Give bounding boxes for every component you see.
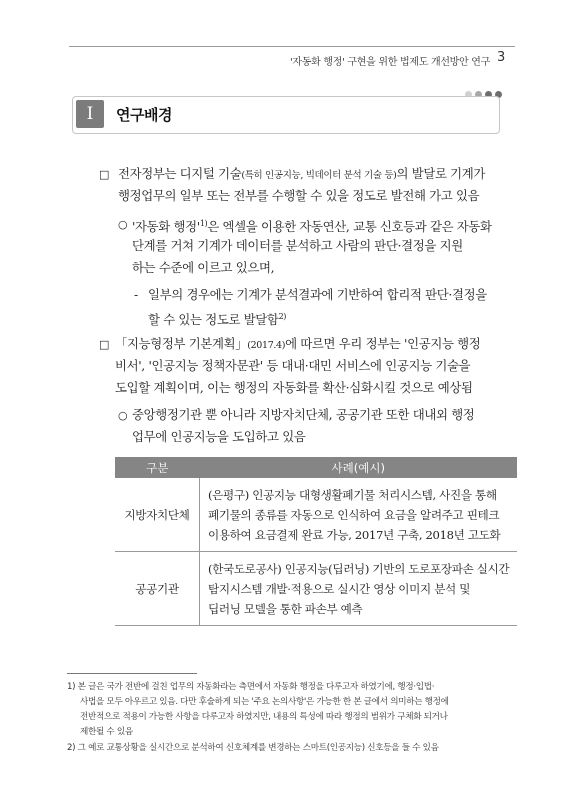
table-cell-category: 지방자치단체 <box>115 478 200 552</box>
footnote-line: 1) 본 글은 국가 전반에 걸친 업무의 자동화라는 측면에서 자동화 행정을 다루고자 하였기에, 행정·입법· <box>67 682 435 692</box>
paragraph-line: 할 수 있는 정도로 발달함$^{2)}$ <box>148 312 287 328</box>
circle-bullet-icon: ○ <box>118 218 128 231</box>
running-title: '자동화 행정' 구현을 위한 법제도 개선방안 연구 <box>289 57 490 68</box>
table-header-row <box>115 457 517 478</box>
paragraph-line: 행정업무의 일부 또는 전부를 수행할 수 있을 정도로 발전해 가고 있음 <box>118 188 480 203</box>
footnote-line: 사법을 모두 아우르고 있음. 다만 후술하게 되는 '주요 논의사항'은 가능한 한 본 글에서 의미하는 행정에 <box>80 697 449 707</box>
paragraph-line: 도입할 계획이며, 이는 행정의 자동화를 확산·심화시킬 것으로 예상됨 <box>115 380 473 395</box>
paragraph-line: 업무에 인공지능을 도입하고 있음 <box>132 429 306 444</box>
paragraph-line: 중앙행정기관 뿐 아니라 지방자치단체, 공공기관 또한 대내외 행정 <box>132 407 475 422</box>
table-header-category: 구분 <box>115 457 200 478</box>
paragraph-line: 「지능형정부 기본계획」(2017.4)에 따르면 우리 정부는 '인공지능 행정 <box>115 336 481 351</box>
paragraph-line: 일부의 경우에는 기계가 분석결과에 기반하여 합리적 판단·결정을 <box>148 287 487 302</box>
table-cell-description: (한국도로공사) 인공지능(딥러닝) 기반의 도로포장파손 실시간 탐지시스템 개발·적용으로 실시간 영상 이미지 분석 및 딥러닝 모델을 통한 파손부 예측 <box>200 552 518 626</box>
square-bullet-icon: □ <box>99 168 110 181</box>
footnote-line: 전반적으로 적용이 가능한 사항을 다루고자 하였지만, 내용의 특성에 따라 행정의 범위가 구체화 되거나 <box>80 712 448 722</box>
table-cell-description: (은평구) 인공지능 대형생활폐기물 처리시스템, 사진을 통해 폐기물의 종류를 자동으로 인식하여 요금을 알려주고 핀테크 이용하여 요금결제 완료 가능, 2017년 구축, 2018년 고도화 <box>200 478 518 552</box>
section-number: I <box>76 100 104 128</box>
table-row <box>115 478 517 552</box>
header-rule <box>69 46 515 47</box>
table-header-examples: 사례(예시) <box>200 457 518 478</box>
paragraph-line: 하는 수준에 이르고 있으며, <box>132 260 275 275</box>
table-cell-category: 공공기관 <box>115 552 200 626</box>
table-row <box>115 552 517 626</box>
examples-table <box>115 457 517 626</box>
paragraph-line: 단계를 거쳐 기계가 데이터를 분석하고 사람의 판단·결정을 지원 <box>132 238 463 253</box>
paragraph-line: '자동화 행정'$^{1)}$은 엑셀을 이용한 자동연산, 교통 신호등과 같은 자동화 <box>132 219 492 235</box>
page-number: 3 <box>497 50 506 65</box>
dash-bullet-icon: - <box>134 287 138 302</box>
footnote-line: 2) 그 예로 교통상황을 실시간으로 분석하여 신호체계를 변경하는 스마트(인공지능) 신호등을 들 수 있음 <box>67 743 439 753</box>
paragraph-line: 전자정부는 디지털 기술(특히 인공지능, 빅데이터 분석 기술 등)의 발달로 기계가 <box>118 166 486 181</box>
footnote-line: 제한될 수 있음 <box>80 727 133 737</box>
paragraph-line: 비서', '인공지능 정책자문관' 등 대내·대민 서비스에 인공지능 기술을 <box>115 358 471 373</box>
square-bullet-icon: □ <box>99 338 110 351</box>
footnote-rule <box>67 673 197 674</box>
circle-bullet-icon: ○ <box>118 409 128 422</box>
section-title: 연구배경 <box>116 106 172 124</box>
